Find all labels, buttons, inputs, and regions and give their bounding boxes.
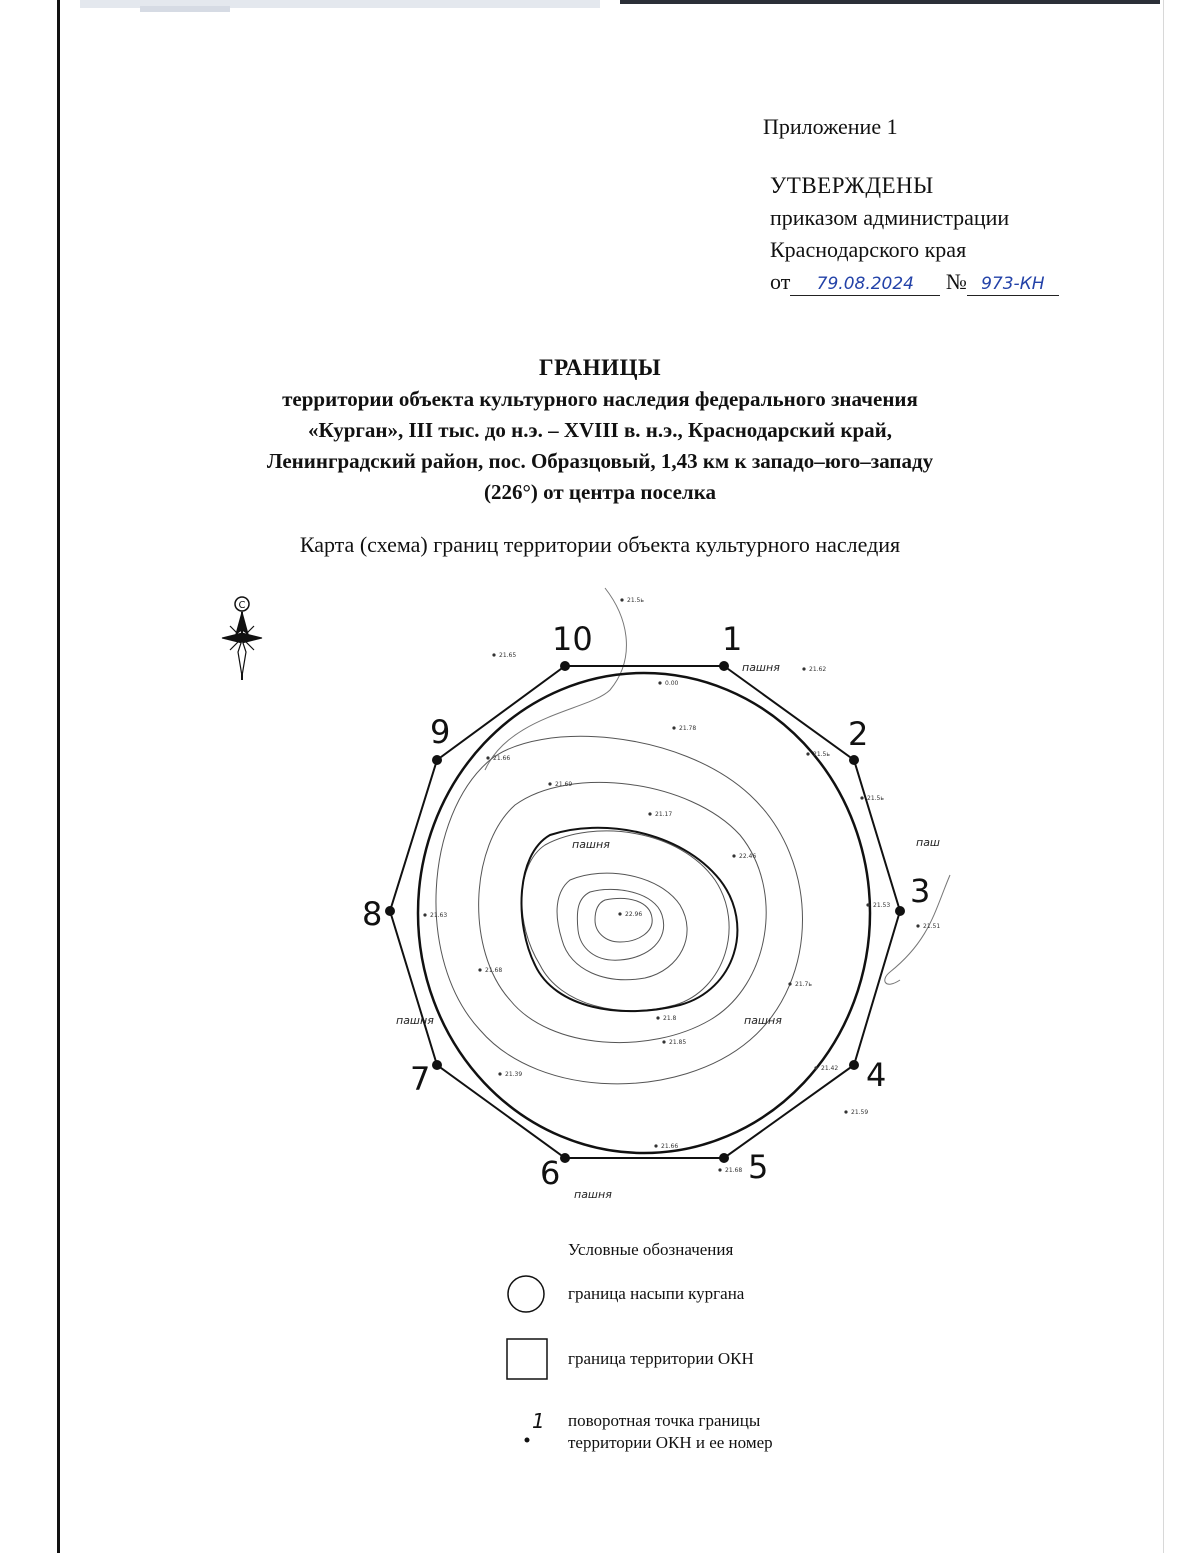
svg-text:22.96: 22.96 [625,911,643,918]
point-number: 1 [722,620,743,658]
approval-date-line [770,266,1059,298]
point-number: 7 [410,1060,431,1098]
page-left-edge [57,0,60,1553]
elevation-marks [423,597,940,1174]
field-label: пашня [574,1188,612,1201]
svg-text:21.5ь: 21.5ь [813,751,830,758]
date-prefix: от [770,269,791,294]
svg-text:21.5ь: 21.5ь [867,795,884,802]
svg-text:21.78: 21.78 [679,725,697,732]
approval-line-1: приказом администрации [770,205,1010,230]
svg-text:21.7ь: 21.7ь [795,981,812,988]
point-number: 4 [866,1056,887,1094]
legend-point-number: 1 [532,1410,545,1433]
svg-text:21.69: 21.69 [555,781,573,788]
document-title [160,352,1040,508]
page-right-edge [1163,0,1164,1553]
svg-text:21.68: 21.68 [725,1167,743,1174]
title-line-1: территории объекта культурного наследия федерального значения [282,387,918,411]
point-number: 9 [430,713,451,751]
svg-text:21.8: 21.8 [663,1015,677,1022]
svg-text:21.51: 21.51 [923,923,941,930]
point-number: 6 [540,1154,561,1192]
territory-boundary-polygon [390,666,900,1158]
svg-text:21.17: 21.17 [655,811,673,818]
svg-text:21.63: 21.63 [430,912,448,919]
point-number: 5 [748,1148,769,1186]
title-main: ГРАНИЦЫ [538,355,662,380]
svg-text:0.00: 0.00 [665,680,679,687]
scan-edge-artifact [80,0,1160,22]
field-label: пашня [396,1014,434,1027]
elevation-mark [648,811,672,818]
svg-text:21.66: 21.66 [493,755,511,762]
elevation-mark [498,1071,522,1078]
point-number: 2 [848,715,869,753]
elevation-mark [618,911,642,918]
svg-text:21.62: 21.62 [809,666,827,673]
elevation-mark [788,981,812,988]
field-label: паш [916,836,940,849]
elevation-mark [548,781,572,788]
point-number: 10 [552,620,593,658]
elevation-contours [436,736,803,1084]
map-caption: Карта (схема) границ территории объекта культурного наследия [299,532,901,557]
svg-text:21.66: 21.66 [661,1143,679,1150]
svg-text:22.46: 22.46 [739,853,757,860]
elevation-mark [718,1167,742,1174]
approval-block [770,170,1059,298]
legend-turning-point [568,1410,773,1454]
svg-text:21.53: 21.53 [873,902,891,909]
point-number: 3 [910,872,931,910]
svg-text:21.68: 21.68 [485,967,503,974]
turning-point-symbol [520,1410,550,1446]
title-line-2: «Курган», III тыс. до н.э. – XVIII в. н.э., Краснодарский край, [307,418,892,442]
legend-turning-point-line-1: поворотная точка границы [568,1411,761,1430]
title-line-4: (226°) от центра поселка [483,480,716,504]
elevation-mark [672,725,696,732]
elevation-mark [423,912,447,919]
legend-turning-point-line-2: территории ОКН и ее номер [568,1433,773,1452]
handwritten-date: 79.08.2024 [790,273,940,296]
elevation-mark [806,751,830,758]
legend-title: Условные обозначения [568,1240,734,1259]
svg-text:21.65: 21.65 [499,652,517,659]
title-line-3: Ленинградский район, пос. Образцовый, 1,43 км к западо–юго–западу [266,449,934,473]
approval-line-2: Краснодарского края [770,237,967,262]
field-label: пашня [742,661,780,674]
elevation-mark [658,680,678,687]
svg-text:21.5ь: 21.5ь [627,597,644,604]
elevation-mark [732,853,756,860]
svg-text:21.59: 21.59 [851,1109,869,1116]
elevation-mark [620,597,644,604]
legend-territory-boundary: граница территории ОКН [568,1349,754,1368]
north-arrow-icon [222,597,262,680]
svg-text:21.39: 21.39 [505,1071,523,1078]
field-label: пашня [572,838,610,851]
compass-letter: С [238,600,246,611]
elevation-mark [478,967,502,974]
mound-boundary-symbol [506,1274,550,1314]
svg-text:21.42: 21.42 [821,1065,839,1072]
turning-points [385,661,905,1163]
elevation-mark [656,1015,676,1022]
elevation-mark [802,666,826,673]
elevation-mark [492,652,516,659]
elevation-mark [916,923,940,930]
field-label: пашня [744,1014,782,1027]
svg-text:21.85: 21.85 [669,1039,687,1046]
handwritten-order-number: 973-КН [967,273,1059,296]
appendix-label: Приложение 1 [763,114,898,139]
boundary-map [210,580,970,1220]
elevation-mark [662,1039,686,1046]
elevation-mark [654,1143,678,1150]
point-number: 8 [362,895,383,933]
number-prefix: № [945,269,967,294]
approval-heading: УТВЕРЖДЕНЫ [770,173,934,198]
territory-boundary-symbol [506,1338,550,1382]
elevation-mark [844,1109,868,1116]
legend-mound-boundary: граница насыпи кургана [568,1284,745,1303]
